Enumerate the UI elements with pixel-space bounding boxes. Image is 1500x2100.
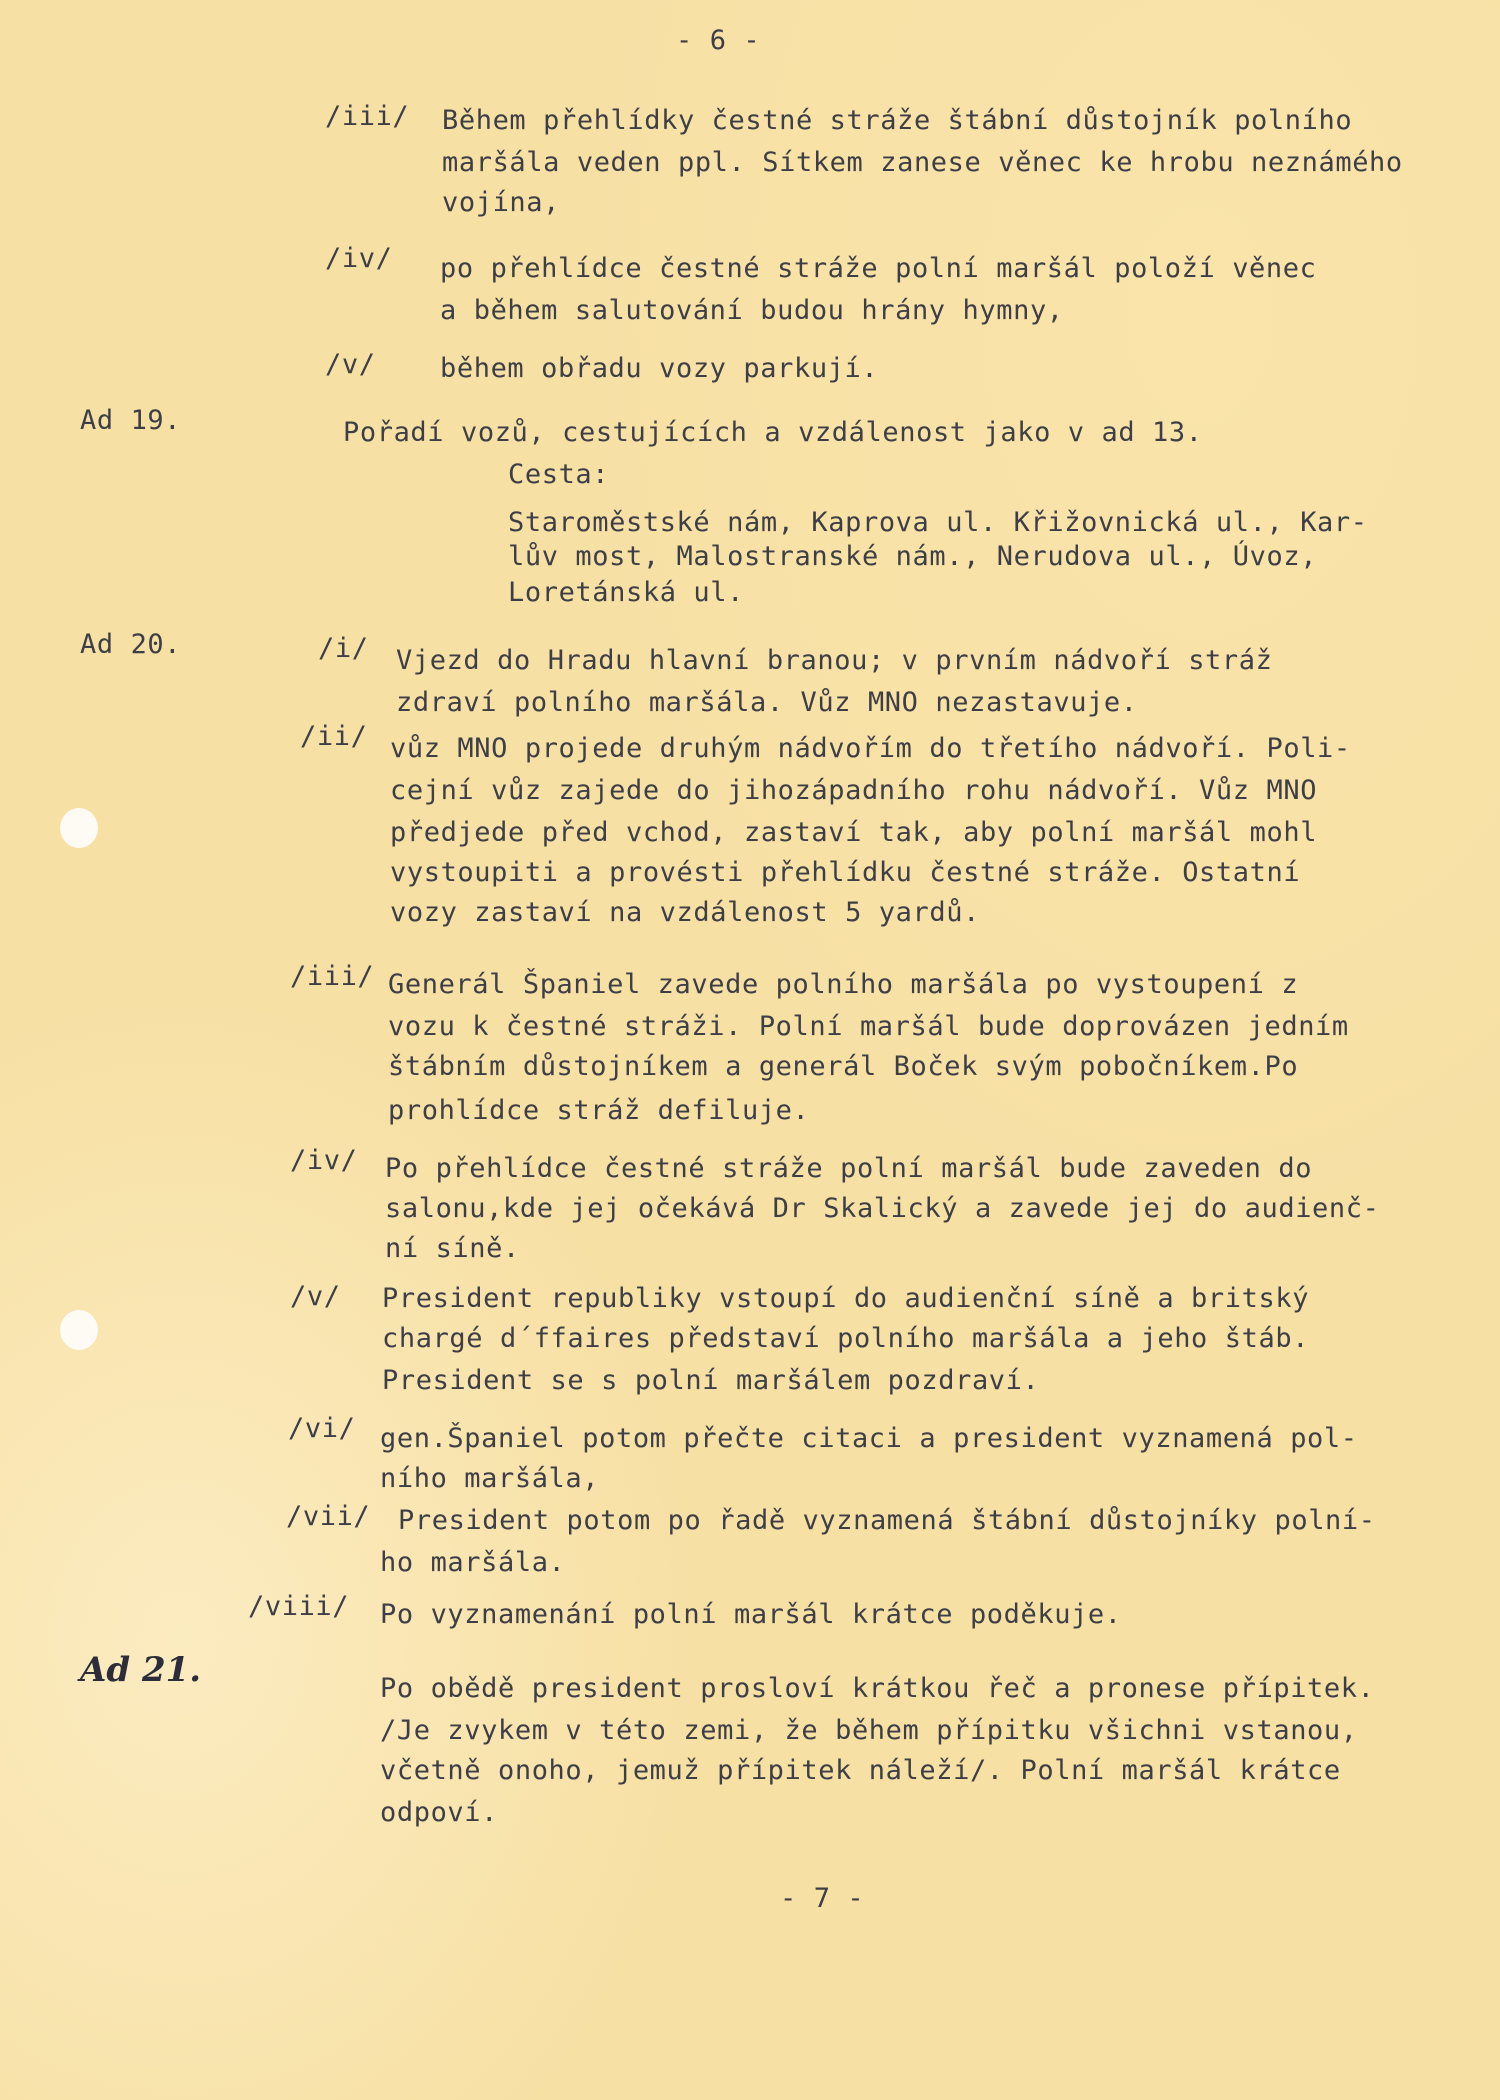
text-line: vozy zastaví na vzdálenost 5 yardů.	[390, 897, 980, 928]
item-number: /vi/	[288, 1413, 356, 1444]
item-number: /vii/	[286, 1501, 371, 1532]
text-line: chargé d´ffaires představí polního maršála a jeho štáb.	[382, 1323, 1310, 1354]
text-line: cejní vůz zajede do jihozápadního rohu nádvoří. Vůz MNO	[390, 775, 1318, 806]
text-line: President potom po řadě vyznamená štábní důstojníky polní-	[398, 1505, 1376, 1536]
item-number: /i/	[318, 633, 369, 664]
text-line: ní síně.	[385, 1233, 520, 1264]
item-number: /iv/	[325, 243, 393, 274]
punch-hole-top	[60, 808, 98, 848]
text-line: Po přehlídce čestné stráže polní maršál bude zaveden do	[385, 1153, 1313, 1184]
section-label-ad21-handwritten: Ad 21.	[80, 1650, 202, 1690]
item-number: /viii/	[248, 1591, 350, 1622]
page-number-header: - 6 -	[676, 25, 761, 56]
text-line: zdraví polního maršála. Vůz MNO nezastavuje.	[396, 687, 1138, 718]
text-line: během obřadu vozy parkují.	[440, 353, 879, 384]
text-line: prohlídce stráž defiluje.	[388, 1095, 810, 1126]
text-line: ho maršála.	[380, 1547, 566, 1578]
text-line: ního maršála,	[380, 1463, 600, 1494]
text-line: a během salutování budou hrány hymny,	[440, 295, 1064, 326]
text-line: gen.Španiel potom přečte citaci a president vyznamená pol-	[380, 1423, 1358, 1454]
text-line: Vjezd do Hradu hlavní branou; v prvním nádvoří stráž	[396, 645, 1273, 676]
text-line: předjede před vchod, zastaví tak, aby polní maršál mohl	[390, 817, 1318, 848]
text-line: maršála veden ppl. Sítkem zanese věnec ke hrobu neznámého	[442, 147, 1403, 178]
text-line: Pořadí vozů, cestujících a vzdálenost jako v ad 13.	[343, 417, 1203, 448]
text-line: vozu k čestné stráži. Polní maršál bude doprovázen jedním	[388, 1011, 1349, 1042]
text-line: odpoví.	[380, 1797, 498, 1828]
text-line: vojína,	[442, 187, 560, 218]
route-line: lův most, Malostranské nám., Nerudova ul., Úvoz,	[508, 541, 1318, 572]
item-number: /ii/	[300, 721, 368, 752]
page-number-footer: - 7 -	[780, 1883, 865, 1914]
text-line: vystoupiti a provésti přehlídku čestné stráže. Ostatní	[390, 857, 1301, 888]
text-line: vůz MNO projede druhým nádvořím do třetího nádvoří. Poli-	[390, 733, 1351, 764]
text-line: po přehlídce čestné stráže polní maršál položí věnec	[440, 253, 1317, 284]
text-line: včetně onoho, jemuž přípitek náleží/. Polní maršál krátce	[380, 1755, 1341, 1786]
punch-hole-bottom	[60, 1310, 98, 1350]
item-number: /iii/	[290, 961, 375, 992]
route-line: Staroměstské nám, Kaprova ul. Křižovnická ul., Kar-	[508, 507, 1368, 538]
text-line: Po vyznamenání polní maršál krátce poděkuje.	[380, 1599, 1122, 1630]
text-line: President se s polní maršálem pozdraví.	[382, 1365, 1040, 1396]
section-label-ad19: Ad 19.	[80, 405, 182, 436]
text-line: Generál Španiel zavede polního maršála po vystoupení z	[388, 969, 1299, 1000]
text-line: Během přehlídky čestné stráže štábní důstojník polního	[442, 105, 1353, 136]
route-label: Cesta:	[508, 459, 610, 490]
item-number: /iii/	[325, 101, 410, 132]
text-line: President republiky vstoupí do audienční síně a britský	[382, 1283, 1310, 1314]
text-line: /Je zvykem v této zemi, že během přípitku všichni vstanou,	[380, 1715, 1358, 1746]
text-line: salonu,kde jej očekává Dr Skalický a zavede jej do audienč-	[385, 1193, 1380, 1224]
text-line: štábním důstojníkem a generál Boček svým pobočníkem.Po	[388, 1051, 1299, 1082]
item-number: /v/	[325, 349, 376, 380]
item-number: /v/	[290, 1281, 341, 1312]
route-line: Loretánská ul.	[508, 577, 744, 608]
item-number: /iv/	[290, 1145, 358, 1176]
text-line: Po obědě president prosloví krátkou řeč a pronese přípitek.	[380, 1673, 1375, 1704]
section-label-ad20: Ad 20.	[80, 629, 182, 660]
